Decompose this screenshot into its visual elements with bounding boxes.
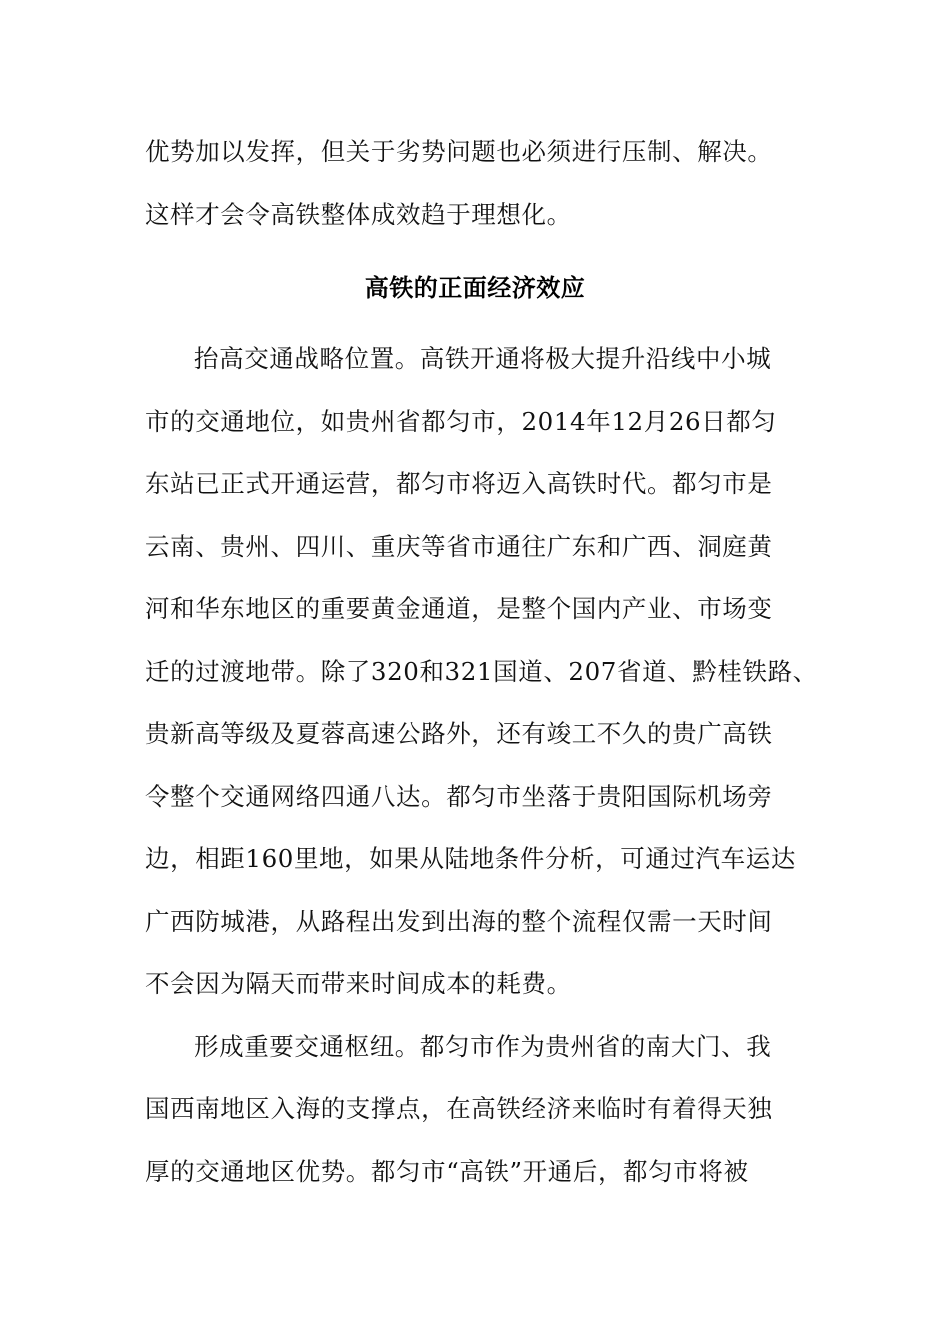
paragraph-line: 东站已正式开通运营，都匀市将迈入高铁时代。都匀市是	[145, 469, 773, 498]
intro-line: 这样才会令高铁整体成效趋于理想化。	[145, 200, 572, 229]
paragraph-line: 迁的过渡地带。除了320和321国道、207省道、黔桂铁路、	[145, 657, 818, 686]
paragraph-line: 抬高交通战略位置。高铁开通将极大提升沿线中小城	[194, 344, 772, 373]
paragraph-line: 不会因为隔天而带来时间成本的耗费。	[145, 969, 572, 998]
intro-line: 优势加以发挥，但关于劣势问题也必须进行压制、解决。	[145, 137, 773, 166]
paragraph-line: 边，相距160里地，如果从陆地条件分析，可通过汽车运达	[145, 844, 796, 873]
paragraph-line: 厚的交通地区优势。都匀市“高铁”开通后，都匀市将被	[145, 1157, 749, 1186]
paragraph-line: 贵新高等级及夏蓉高速公路外，还有竣工不久的贵广高铁	[145, 719, 773, 748]
paragraph-line: 形成重要交通枢纽。都匀市作为贵州省的南大门、我	[194, 1032, 772, 1061]
paragraph-line: 市的交通地位，如贵州省都匀市，2014年12月26日都匀	[145, 407, 777, 436]
paragraph-line: 广西防城港，从路程出发到出海的整个流程仅需一天时间	[145, 907, 773, 936]
paragraph-line: 云南、贵州、四川、重庆等省市通往广东和广西、洞庭黄	[145, 532, 773, 561]
paragraph-line: 国西南地区入海的支撑点，在高铁经济来临时有着得天独	[145, 1094, 773, 1123]
section-heading: 高铁的正面经济效应	[364, 274, 586, 302]
paragraph-line: 令整个交通网络四通八达。都匀市坐落于贵阳国际机场旁	[145, 782, 773, 811]
paragraph-line: 河和华东地区的重要黄金通道，是整个国内产业、市场变	[145, 594, 773, 623]
